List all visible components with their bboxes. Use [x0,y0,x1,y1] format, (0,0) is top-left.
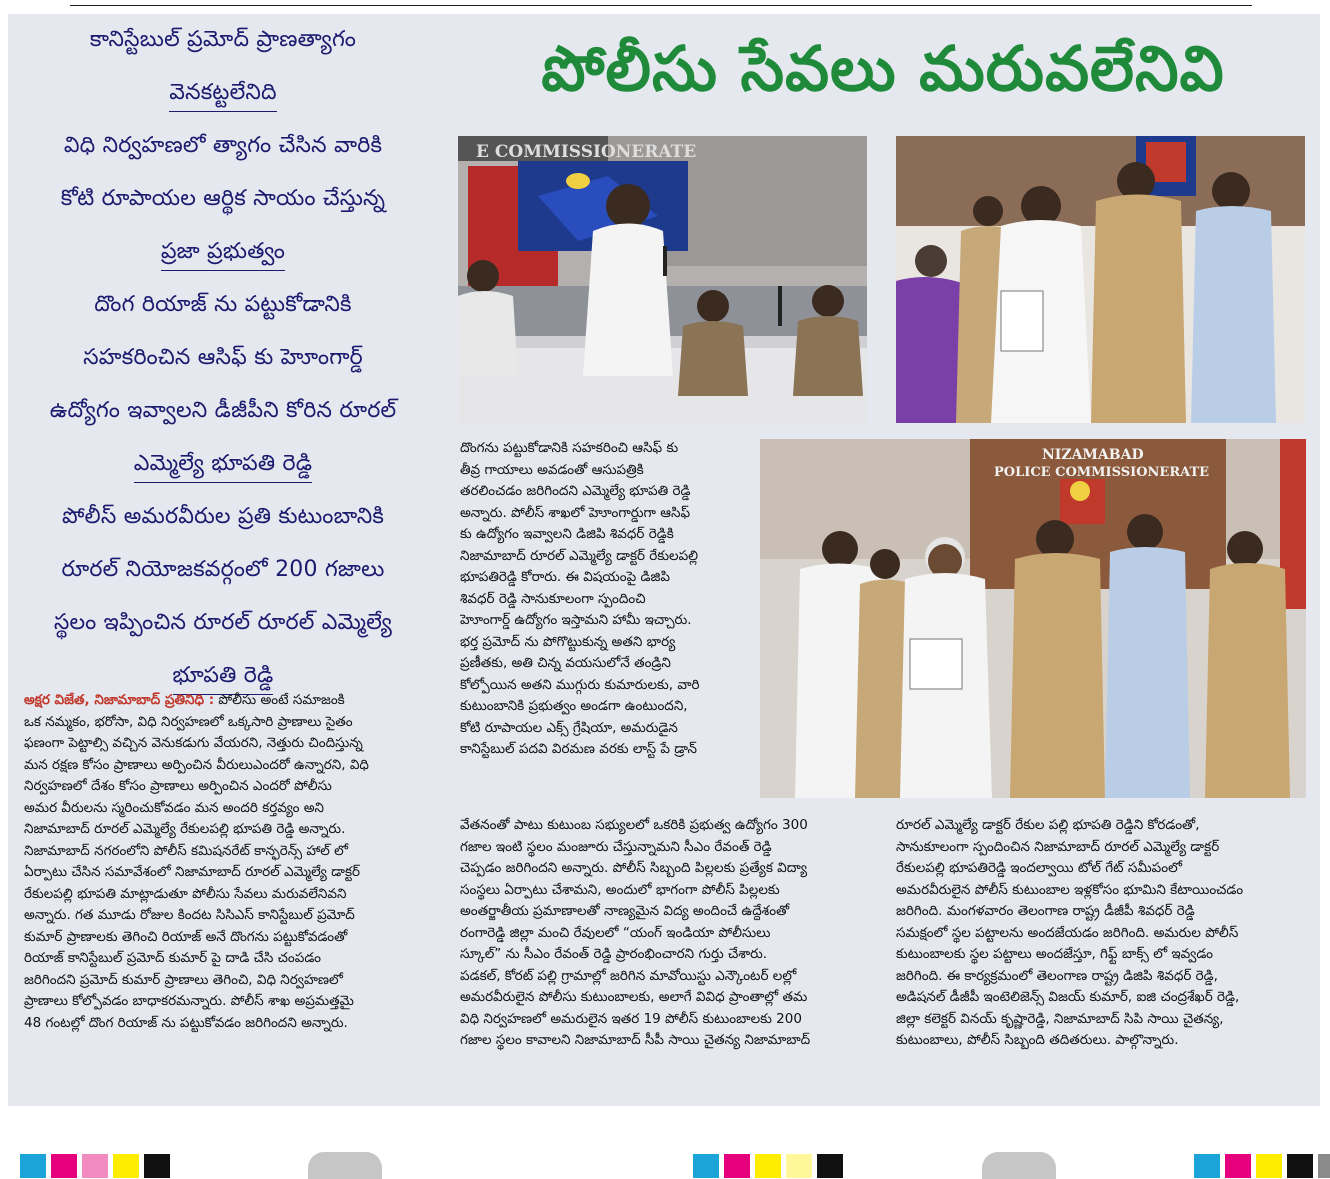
text-line: అంతర్జాతీయ ప్రమాణాలతో నాణ్యమైన విద్య అందించే ఉద్దేశంతో [460,903,790,919]
color-swatch [20,1154,46,1178]
highlight-line [18,173,428,226]
column1-lead [24,690,428,712]
handover-illustration [896,136,1305,423]
highlight-line [18,385,428,438]
article-column-2-continued [460,815,865,1052]
color-swatch [817,1154,843,1178]
color-swatch [1225,1154,1251,1178]
color-swatch [1287,1154,1313,1178]
highlight-text: దొంగ రియాజ్ ను పట్టుకోడానికి [94,292,352,317]
highlight-line [18,279,428,332]
text-line: 48 గంటల్లో దొంగ రియాజ్ ను పట్టుకోవడం జరిగిందని అన్నారు. [24,1014,348,1031]
highlight-line [18,597,428,650]
text-line: కుటుంబాలు, పోలీస్ సిబ్బంది తదితరులు. పాల్గొన్నారు. [896,1032,1179,1048]
text-line: కానిస్టేబుల్ పదవి విరమణ వరకు లాస్ట్ పే డ్రాన్ [460,741,697,757]
highlight-text: విధి నిర్వహణలో త్యాగం చేసిన వారికి [63,133,383,158]
photo3-wall-text-line1: NIZAMABAD [1042,447,1144,463]
text-line: రూరల్ ఎమ్మెల్యే డాక్టర్ రేకుల పల్లి భూపతి రెడ్డిని కోరడంతో, [896,817,1200,833]
text-line: ఒక నమ్మకం, భరోసా, విధి నిర్వహణలో ఒక్కసారి ప్రాణాలు సైతం [24,713,353,730]
color-swatch [755,1154,781,1178]
registration-strip-left [20,1154,175,1178]
commissionerate-illustration [760,439,1306,798]
color-swatch [1194,1154,1220,1178]
text-line: జిల్లా కలెక్టర్ వినయ్ కృష్ణారెడ్డి, నిజామాబాద్ సిపి సాయి చైతన్య, [896,1010,1224,1027]
text-line: ఏర్పాటు చేసిన సమావేశంలో నిజామాబాద్ రూరల్ ఎమ్మెల్యే డాక్టర్ [24,864,361,880]
registration-strip-right [1194,1154,1330,1178]
registration-oval-left [308,1152,382,1179]
text-line: ఫణంగా పెట్టాల్సి వచ్చిన వెనుకడుగు వేయరని, నెత్తురు చిందిస్తున్న [24,735,363,751]
text-line: జరిగింది. ఈ కార్యక్రమంలో తెలంగాణ రాష్ట్ర డిజిపి శివధర్ రెడ్డి, [896,967,1218,984]
text-line: రంగారెడ్డి జిల్లా మంచి రేవులలో “యంగ్ ఇండియా పోలీసులు [460,924,771,941]
text-line: గజాల స్థలం కావాలని నిజామాబాద్ సీపీ సాయి చైతన్య నిజామాబాద్ [460,1032,811,1048]
text-line: గజాల ఇంటి స్థలం మంజూరు చేస్తున్నామని సీఎం రేవంత్ రెడ్డి [460,838,772,855]
highlight-text: పోలీస్ అమరవీరుల ప్రతి కుటుంబానికి [61,504,385,529]
highlight-line [18,226,428,279]
color-swatch [144,1154,170,1178]
text-line: కు ఉద్యోగం ఇవ్వాలని డిజిపి శివధర్ రెడ్డికి [460,526,674,542]
text-line: రేకులపల్లి భూపతిరెడ్డి ఇందల్వాయి టోల్ గేట్ సమీపంలో [896,860,1182,876]
text-line: కోల్పోయిన అతని ముగ్గురు కుమారులకు, వారి [460,676,700,693]
highlight-line [18,67,428,120]
text-line: జరిగింది. మంగళవారం తెలంగాణ రాష్ట్ర డీజీపీ శివధర్ రెడ్డి [896,903,1195,919]
text-line: సంస్థలు ఏర్పాటు చేశామని, అందులో భాగంగా పోలీస్ పిల్లలకు [460,881,780,898]
color-swatch [786,1154,812,1178]
color-swatch [724,1154,750,1178]
text-line: ప్రాణాలు కోల్పోవడం బాధాకరమన్నారు. పోలీస్ శాఖ అప్రమత్తమై [24,993,354,1009]
text-line: భర్త ప్రమోద్ ను పోగొట్టుకున్న అతని భార్య [460,633,676,650]
color-swatch [1256,1154,1282,1178]
highlight-line [18,491,428,544]
text-line: హెూంగార్డ్ ఉద్యోగం ఇస్తామని హామీ ఇచ్చారు. [460,612,692,628]
text-line: రేకులపల్లి భూపతి మాట్లాడుతూ పోలీసు సేవలు మరువలేనివని [24,885,347,902]
highlight-line [18,14,428,67]
photo-commissionerate-handover [760,439,1306,798]
article-column-3 [896,815,1306,1052]
text-line: స్కూల్” ను సీఎం రేవంత్ రెడ్డి ప్రారంభించారని గుర్తు చేశారు. [460,946,768,962]
photo3-wall-text-line2: POLICE COMMISSIONERATE [994,465,1210,480]
highlight-text: ఎమ్మెల్యే భూపతి రెడ్డి [134,451,312,483]
photo-press-meet [458,136,867,423]
highlight-line [18,120,428,173]
highlight-text: కానిస్టేబుల్ ప్రమోద్ ప్రాణత్యాగం [89,27,357,52]
text-line: భూపతిరెడ్డి కోరారు. ఈ విషయంపై డిజిపి [460,569,670,585]
top-rule [70,5,1252,6]
text-line: జరిగిందని ప్రమోద్ కుమార్ ప్రాణాలు తెగించి, విధి నిర్వహణలో [24,971,343,988]
color-swatch [1318,1154,1330,1178]
text-line: రియాజ్ కానిస్టేబుల్ ప్రమోద్ కుమార్ పై దాడి చేసి చంపడం [24,950,322,966]
highlight-line [18,332,428,385]
highlight-text: రూరల్ నియోజకవర్గంలో 200 గజాలు [61,557,385,582]
highlight-line [18,438,428,491]
text-line: దొంగను పట్టుకోడానికి సహకరించి ఆసిఫ్ కు [460,440,679,456]
color-swatch [82,1154,108,1178]
text-line: అమర వీరులను స్మరించుకోవడం మన అందరి కర్తవ్యం అని [24,799,325,816]
text-line: శివధర్ రెడ్డి సానుకూలంగా స్పందించి [460,590,646,607]
text-line: కోటి రూపాయల ఎక్స్ గ్రేషియా, అమరుడైన [460,719,678,736]
column1-first-line: పోలీసు అంటే సమాజంకి [218,692,345,708]
highlight-text: భూపతి రెడ్డి [173,663,274,695]
text-line: నిర్వహణలో దేశం కోసం ప్రాణాలు అర్పించిన ఎందరో పోలీసు [24,778,332,794]
text-line: మన రక్షణ కోసం ప్రాణాలు అర్పించిన వీరులుఎందరో ఉన్నారని, విధి [24,756,369,773]
color-swatch [693,1154,719,1178]
text-line: అమరవీరులైన పోలీసు కుటుంబాలకు, అలాగే వివిధ ప్రాంతాల్లో తమ [460,989,808,1005]
text-line: అడిషనల్ డీజీపీ ఇంటెలిజెన్స్ విజయ్ కుమార్, ఐజి చంద్రశేఖర్ రెడ్డి, [896,989,1240,1005]
text-line: కుటుంబాలకు స్థల పట్టాలు అందజేస్తూ, గిఫ్ట్ బాక్స్ లో ఇవ్వడం [896,946,1213,962]
text-line: సానుకూలంగా స్పందించిన నిజామాబాద్ రూరల్ ఎమ్మెల్యే డాక్టర్ [896,838,1220,855]
press-meet-illustration [458,136,867,423]
highlight-text: సహకరించిన ఆసిఫ్ కు హెూంగార్డ్ [83,345,363,370]
headline: పోలీసు సేవలు మరువలేనివి [541,32,1225,105]
text-line: కుమార్ ప్రాణాలకు తెగించి రియాజ్ అనే దొంగను పట్టుకోవడంతో [24,928,348,945]
color-swatch [113,1154,139,1178]
text-line: విధి నిర్వహణలో అమరులైన ఇతర 19 పోలీస్ కుటుంబాలకు 200 [460,1010,802,1027]
highlight-text: ఉద్యోగం ఇవ్వాలని డీజీపీని కోరిన రూరల్ [49,398,397,423]
text-line: అమరవీరులైన పోలీస్ కుటుంబాల ఇళ్లకోసం భూమిని కేటాయించడం [896,881,1244,898]
text-line: అన్నారు. గత మూడు రోజుల కిందట సిసిఎస్ కానిస్టేబుల్ ప్రమోద్ [24,907,355,923]
color-swatch [51,1154,77,1178]
photo-certificate-handover [896,136,1305,423]
text-line: సమక్షంలో స్థల పట్టాలను అందజేయడం జరిగింది. అమరుల పోలీస్ [896,924,1239,941]
text-line: అన్నారు. పోలీస్ శాఖలో హెూంగార్డుగా ఆసిఫ్ [460,504,691,521]
text-line: ప్రణీతకు, అతి చిన్న వయసులోనే తండ్రిని [460,655,671,671]
highlights-column [18,14,428,703]
text-line: చెప్పడం జరిగిందని అన్నారు. పోలీస్ సిబ్బంది పిల్లలకు ప్రత్యేక విద్యా [460,860,808,876]
highlight-line [18,544,428,597]
text-line: నిజామాబాద్ రూరల్ ఎమ్మెల్యే రేకులపల్లి భూపతి రెడ్డి అన్నారు. [24,821,346,837]
text-line: తీవ్ర గాయాలు అవడంతో ఆసుపత్రికి [460,461,644,478]
text-line: నిజామాబాద్ నగరంలోని పోలీస్ కమిషనరేట్ కాన్ఫరెన్స్ హాల్ లో [24,842,349,859]
article-column-1 [24,690,428,1034]
photo1-wall-text: E COMMISSIONERATE [476,142,697,162]
text-line: కుటుంబానికి ప్రభుత్వం అండగా ఉంటుందని, [460,698,688,714]
text-line: వేతనంతో పాటు కుటుంబ సభ్యులలో ఒకరికి ప్రభుత్వ ఉద్యోగం 300 [460,817,808,833]
text-line: పడకల్, కోరట్ పల్లి గ్రామాల్లో జరిగిన మావోయిస్టు ఎన్కౌంటర్ లల్లో [460,967,797,984]
text-line: నిజామాబాద్ రూరల్ ఎమ్మెల్యే డాక్టర్ రేకులపల్లి [460,547,699,564]
highlight-text: ప్రజా ప్రభుత్వం [161,239,285,271]
highlight-text: వెనకట్టలేనిది [169,80,277,112]
registration-strip-mid [693,1154,848,1178]
byline: అక్షర విజేత, నిజామాబాద్ ప్రతినిధి : [24,692,215,708]
article-column-2 [460,438,745,761]
text-line: తరలించడం జరిగిందని ఎమ్మెల్యే భూపతి రెడ్డి [460,483,691,499]
highlight-text: కోటి రూపాయల ఆర్థిక సాయం చేస్తున్న [60,186,386,211]
registration-oval-right [982,1152,1056,1179]
highlight-text: స్థలం ఇప్పించిన రూరల్ రూరల్ ఎమ్మెల్యే [53,610,393,635]
